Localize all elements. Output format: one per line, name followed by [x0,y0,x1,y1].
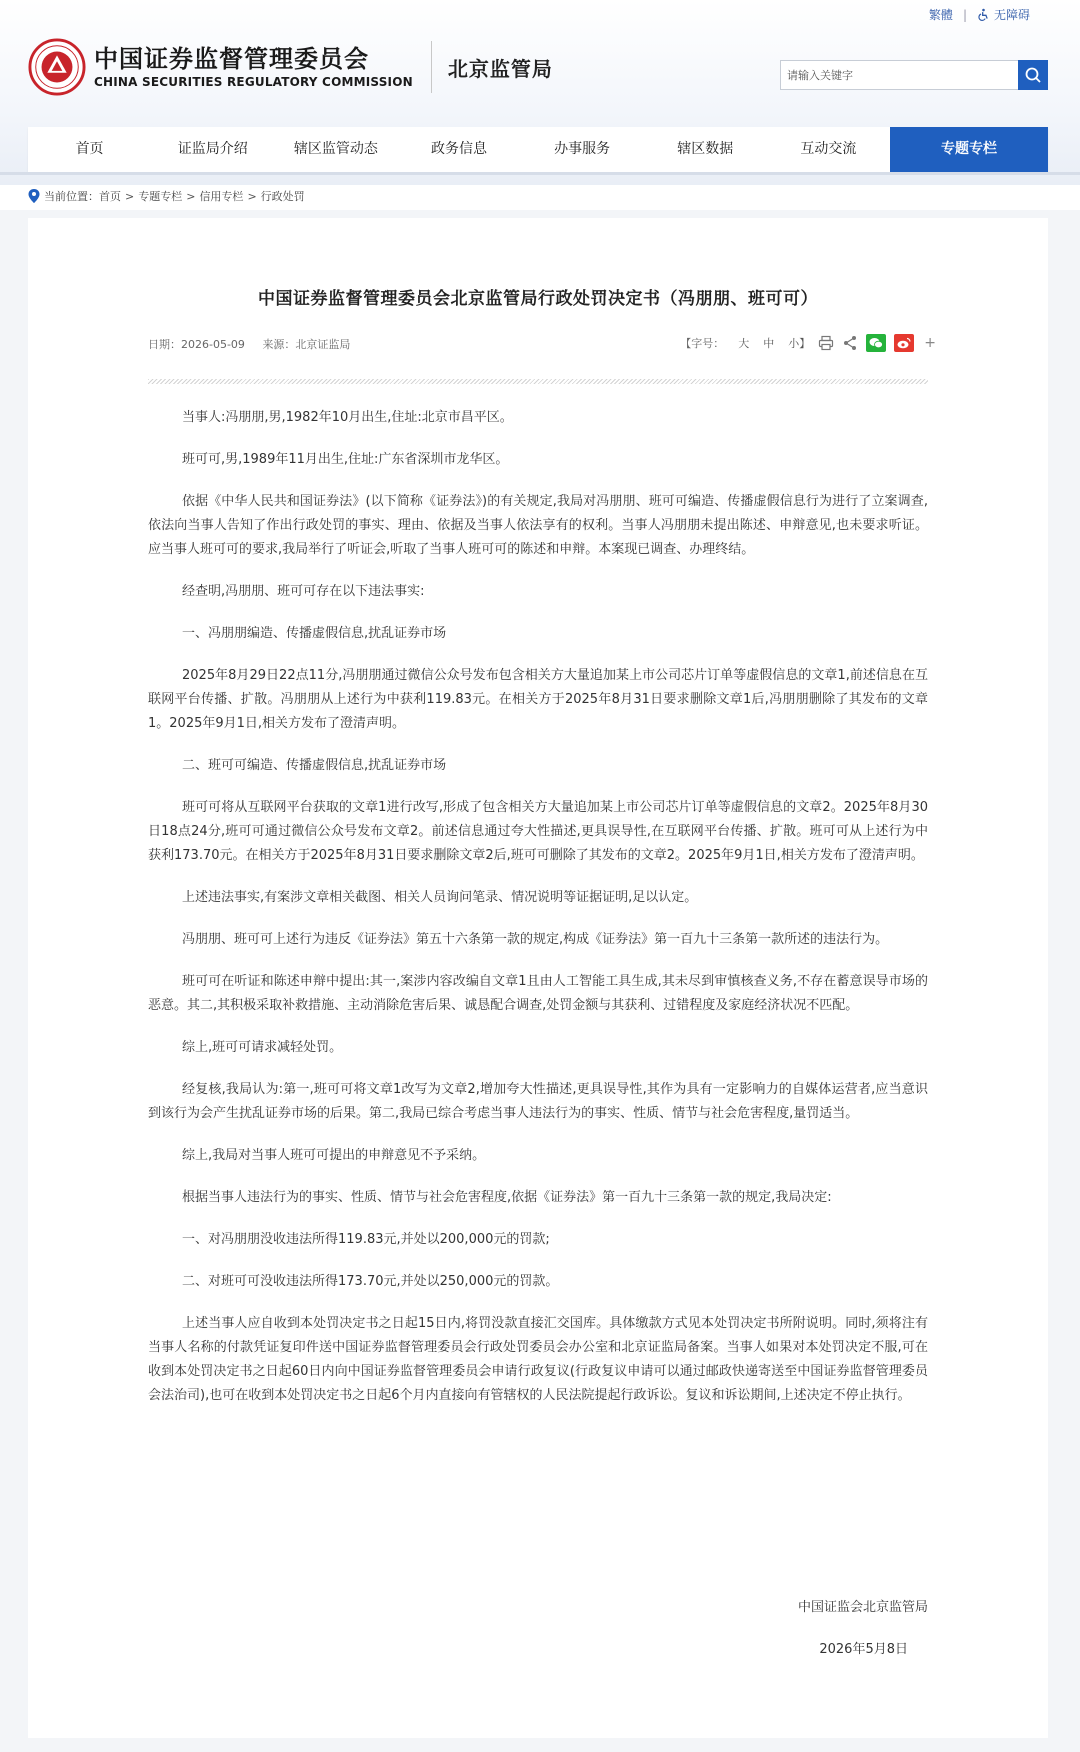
paragraph: 上述违法事实,有案涉文章相关截图、相关人员询问笔录、情况说明等证据证明,足以认定。 [182,890,698,905]
paragraph: 班可可将从互联网平台获取的文章1进行改写,形成了包含相关方大量追加某上市公司芯片订单等虚假信息的文章2。2025年8月30日18点24分,班可可通过微信公众号发布文章2。前述信息通过夸大性描述,更具误导性,在互联网平台传播、扩散。班可可从上述行为中获利173.70元。在相关方于2025年8月31日要求删除文章2后,班可可删除了其发布的文章2。2025年9月1日,相关方发布了澄清声明。 [148,800,928,863]
paragraph: 依据《中华人民共和国证券法》(以下简称《证券法》)的有关规定,我局对冯朋朋、班可可编造、传播虚假信息行为进行了立案调查,依法向当事人告知了作出行政处罚的事实、理由、依据及当事人依法享有的权利。当事人冯朋朋未提出陈述、申辩意见,也未要求听证。应当事人班可可的要求,我局举行了听证会,听取了当事人班可可的陈述和申辩。本案现已调查、办理终结。 [148,494,928,557]
paragraph: 一、冯朋朋编造、传播虚假信息,扰乱证券市场 [182,626,447,641]
font-small-button[interactable]: 小】 [788,337,811,350]
nav-government-info[interactable]: 政务信息 [430,141,487,157]
main-nav [28,127,1048,172]
search-button[interactable] [1018,60,1048,90]
nav-special-topics[interactable]: 专题专栏 [890,127,1048,172]
breadcrumb-separator: > [247,189,257,203]
paragraph: 上述当事人应自收到本处罚决定书之日起15日内,将罚没款直接汇交国库。具体缴款方式见本处罚决定书所附说明。同时,须将注有当事人名称的付款凭证复印件送中国证券监督管理委员会行政处罚委员会办公室和北京证监局备案。当事人如果对本处罚决定不服,可在收到本处罚决定书之日起60日内向中国证券监督管理委员会申请行政复议(行政复议申请可以通过邮政快递寄送至中国证券监督管理委员会法治司),也可在收到本处罚决定书之日起6个月内直接向有管辖权的人民法院提起行政诉讼。复议和诉讼期间,上述决定不停止执行。 [148,1316,928,1403]
weibo-share-icon[interactable] [894,334,914,352]
print-icon[interactable] [818,335,834,351]
sign-date: 2026年5月8日 [819,1642,908,1657]
nav-bureau-intro[interactable]: 证监局介绍 [177,141,248,157]
paragraph: 经复核,我局认为:第一,班可可将文章1改写为文章2,增加夸大性描述,更具误导性,其作为具有一定影响力的自媒体运营者,应当意识到该行为会产生扰乱证券市场的后果。第二,我局已综合考虑当事人违法行为的事实、性质、情节与社会危害程度,量罚适当。 [148,1082,928,1121]
site-logo[interactable] [28,38,553,96]
location-pin-icon [28,189,40,203]
accessibility-link[interactable] [977,6,1030,23]
nav-underline [0,172,1080,175]
font-size-label: 【字号： [680,337,725,350]
nav-services[interactable]: 办事服务 [554,141,611,157]
utility-separator: | [962,7,967,22]
nav-home[interactable]: 首页 [75,141,104,157]
paragraph: 当事人:冯朋朋,男,1982年10月出生,住址:北京市昌平区。 [182,410,513,425]
article-title: 中国证券监督管理委员会北京监管局行政处罚决定书（冯朋朋、班可可） [258,289,818,309]
traditional-chinese-link[interactable]: 繁體 [928,8,953,22]
csrc-emblem-icon [28,38,86,96]
paragraph: 一、对冯朋朋没收违法所得119.83元,并处以200,000元的罚款; [182,1232,550,1247]
paragraph: 二、对班可可没收违法所得173.70元,并处以250,000元的罚款。 [182,1274,559,1289]
search-input[interactable] [780,60,1018,90]
font-large-button[interactable]: 大 [738,337,750,350]
paragraph: 2025年8月29日22点11分,冯朋朋通过微信公众号发布包含相关方大量追加某上市公司芯片订单等虚假信息的文章1,前述信息在互联网平台传播、扩散。冯朋朋从上述行为中获利119.83元。在相关方于2025年8月31日要求删除文章1后,冯朋朋删除了其发布的文章1。2025年9月1日,相关方发布了澄清声明。 [148,668,928,731]
paragraph: 综上,我局对当事人班可可提出的申辩意见不予采纳。 [182,1148,486,1163]
signature: 中国证监会北京监管局 [797,1600,928,1615]
accessibility-label: 无障碍 [993,8,1030,22]
nav-regional-data[interactable]: 辖区数据 [677,141,734,157]
utility-bar [929,6,1030,23]
more-share-icon[interactable]: + [924,335,936,351]
bureau-name: 北京监管局 [447,56,553,81]
article-meta [148,336,364,352]
breadcrumb-home[interactable]: 首页 [99,190,121,203]
logo-divider [431,41,432,93]
article-panel [28,218,1048,1738]
paragraph: 经查明,冯朋朋、班可可存在以下违法事实: [182,584,425,599]
breadcrumb-separator: > [186,189,196,203]
paragraph: 综上,班可可请求减轻处罚。 [182,1040,343,1055]
paragraph: 班可可,男,1989年11月出生,住址:广东省深圳市龙华区。 [182,452,509,467]
breadcrumb-credit[interactable]: 信用专栏 [199,190,244,203]
breadcrumb-separator: > [125,189,135,203]
search-icon [1024,66,1042,84]
paragraph: 冯朋朋、班可可上述行为违反《证券法》第五十六条第一款的规定,构成《证券法》第一百九十三条第一款所述的违法行为。 [182,932,889,947]
breadcrumb [28,188,305,204]
article-source: 来源：北京证监局 [262,338,351,351]
wechat-icon [869,337,883,349]
title-divider [148,379,928,384]
share-icon[interactable] [842,335,858,351]
logo-chinese-name: 中国证券监督管理委员会 [94,45,369,73]
nav-regulatory-news[interactable]: 辖区监管动态 [293,141,378,157]
nav-interaction[interactable]: 互动交流 [800,141,857,157]
search-box [780,60,1048,90]
paragraph: 二、班可可编造、传播虚假信息,扰乱证券市场 [182,758,447,773]
breadcrumb-penalty[interactable]: 行政处罚 [260,190,305,203]
wheelchair-icon [977,8,990,21]
article-tools [680,334,936,352]
font-medium-button[interactable]: 中 [763,337,775,350]
article-body [148,406,928,1426]
weibo-icon [897,337,911,349]
article-date: 日期：2026-05-09 [148,338,245,351]
breadcrumb-prefix: 当前位置： [44,190,99,203]
paragraph: 根据当事人违法行为的事实、性质、情节与社会危害程度,依据《证券法》第一百九十三条第一款的规定,我局决定: [182,1190,832,1205]
wechat-share-icon[interactable] [866,334,886,352]
breadcrumb-special-topics[interactable]: 专题专栏 [138,190,183,203]
paragraph: 班可可在听证和陈述申辩中提出:其一,案涉内容改编自文章1且由人工智能工具生成,其未尽到审慎核查义务,不存在蓄意误导市场的恶意。其二,其积极采取补救措施、主动消除危害后果、诚恳配合调查,处罚金额与其获利、过错程度及家庭经济状况不匹配。 [148,974,928,1013]
logo-english-name: CHINA SECURITIES REGULATORY COMMISSION [94,75,413,89]
